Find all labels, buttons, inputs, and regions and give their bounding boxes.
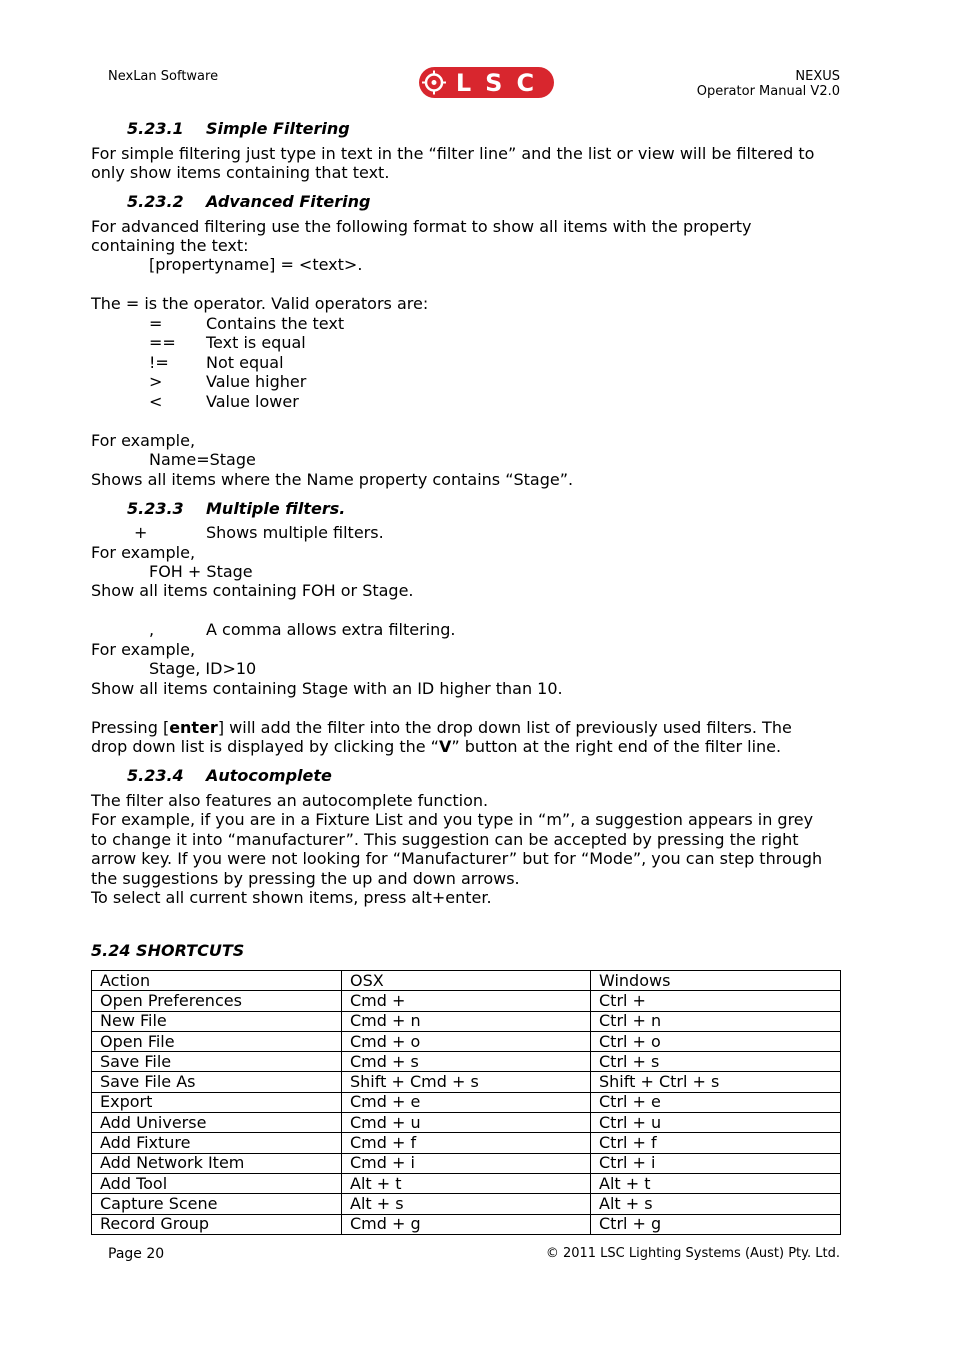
operator-desc: Text is equal <box>206 333 306 352</box>
table-cell: Alt + t <box>342 1173 591 1193</box>
table-row <box>92 1052 841 1072</box>
table-row <box>92 1194 841 1214</box>
dropdown-paragraph-line <box>91 737 781 756</box>
table-cell: Export <box>92 1092 342 1112</box>
table-row <box>92 1173 841 1193</box>
example-result: Shows all items where the Name property contains “Stage”. <box>91 470 574 489</box>
header-right-1: NEXUS <box>795 69 840 84</box>
table-cell: Shift + Ctrl + s <box>591 1072 841 1092</box>
heading-5-23-4-title: Autocomplete <box>206 766 332 785</box>
operator-desc: Contains the text <box>206 314 345 333</box>
table-cell: Ctrl + i <box>591 1153 841 1173</box>
heading-5-23-3-num: 5.23.3 <box>127 499 184 518</box>
table-cell: Shift + Cmd + s <box>342 1072 591 1092</box>
table-cell: Cmd + g <box>342 1214 591 1234</box>
operator-symbol: = <box>149 314 163 333</box>
table-cell: New File <box>92 1011 342 1031</box>
paragraph-line: For simple filtering just type in text in the “filter line” and the list or view will be filtered to <box>91 144 815 163</box>
table-row <box>92 1031 841 1051</box>
table-cell: Ctrl + g <box>591 1214 841 1234</box>
table-cell: Open File <box>92 1031 342 1051</box>
plus-symbol: + <box>134 523 148 542</box>
text-run: ” button at the right end of the filter line. <box>451 737 782 756</box>
table-cell: Save File As <box>92 1072 342 1092</box>
heading-5-23-1-title: Simple Filtering <box>206 119 350 138</box>
table-row <box>92 1011 841 1031</box>
enter-key-label: enter <box>169 718 218 737</box>
table-cell: Cmd + n <box>342 1011 591 1031</box>
table-row <box>92 1113 841 1133</box>
heading-5-23-1-num: 5.23.1 <box>127 119 184 138</box>
comma-symbol: , <box>149 620 155 639</box>
table-cell: Add Universe <box>92 1113 342 1133</box>
example-code: Stage, ID>10 <box>149 659 257 678</box>
paragraph-line: arrow key. If you were not looking for “Manufacturer” but for “Mode”, you can step through <box>91 849 823 868</box>
example-code: FOH + Stage <box>149 562 253 581</box>
operator-symbol: != <box>149 353 169 372</box>
operator-symbol: == <box>149 333 176 352</box>
operator-desc: Not equal <box>206 353 284 372</box>
example-label: For example, <box>91 431 196 450</box>
lsc-logo <box>418 66 555 99</box>
example-result: Show all items containing FOH or Stage. <box>91 581 414 600</box>
table-cell: Cmd + <box>342 991 591 1011</box>
paragraph-line: the suggestions by pressing the up and down arrows. <box>91 869 520 888</box>
heading-5-23-2-num: 5.23.2 <box>127 192 184 211</box>
paragraph-line: For example, if you are in a Fixture List and you type in “m”, a suggestion appears in grey <box>91 810 814 829</box>
enter-paragraph-line <box>91 718 792 737</box>
table-cell: Ctrl + s <box>591 1052 841 1072</box>
logo-text: LSC <box>455 69 549 97</box>
text-run: Pressing [ <box>91 718 170 737</box>
paragraph-line: only show items containing that text. <box>91 163 390 182</box>
table-cell: Cmd + u <box>342 1113 591 1133</box>
table-header-cell: Action <box>92 971 342 991</box>
comma-desc: A comma allows extra filtering. <box>206 620 456 639</box>
example-label: For example, <box>91 640 196 659</box>
example-code: Name=Stage <box>149 450 256 469</box>
table-cell: Cmd + f <box>342 1133 591 1153</box>
table-cell: Ctrl + n <box>591 1011 841 1031</box>
example-result: Show all items containing Stage with an ID higher than 10. <box>91 679 563 698</box>
text-run: ] will add the filter into the drop down list of previously used filters. The <box>217 718 792 737</box>
operator-symbol: < <box>149 392 163 411</box>
table-cell: Alt + t <box>591 1173 841 1193</box>
table-row <box>92 1153 841 1173</box>
table-cell: Capture Scene <box>92 1194 342 1214</box>
example-label: For example, <box>91 543 196 562</box>
table-cell: Ctrl + f <box>591 1133 841 1153</box>
operator-desc: Value lower <box>206 392 299 411</box>
v-button-label: V <box>438 737 452 756</box>
header-left: NexLan Software <box>108 69 219 84</box>
operators-intro: The = is the operator. Valid operators are: <box>91 294 429 313</box>
page-number: Page 20 <box>108 1246 165 1262</box>
table-cell: Open Preferences <box>92 991 342 1011</box>
header-right-2: Operator Manual V2.0 <box>696 84 840 99</box>
paragraph-line: The filter also features an autocomplete function. <box>91 791 489 810</box>
table-cell: Add Tool <box>92 1173 342 1193</box>
operator-desc: Value higher <box>206 372 307 391</box>
table-row <box>92 991 841 1011</box>
plus-desc: Shows multiple filters. <box>206 523 384 542</box>
shortcuts-table <box>91 970 841 1235</box>
table-cell: Ctrl + o <box>591 1031 841 1051</box>
table-cell: Cmd + o <box>342 1031 591 1051</box>
table-cell: Alt + s <box>591 1194 841 1214</box>
operator-symbol: > <box>149 372 163 391</box>
table-row <box>92 1133 841 1153</box>
table-header-row <box>92 971 841 991</box>
paragraph-line: to change it into “manufacturer”. This suggestion can be accepted by pressing the right <box>91 830 799 849</box>
table-cell: Cmd + e <box>342 1092 591 1112</box>
heading-5-23-2-title: Advanced Fitering <box>206 192 371 211</box>
table-header-cell: OSX <box>342 971 591 991</box>
paragraph-line: To select all current shown items, press alt+enter. <box>91 888 492 907</box>
table-row <box>92 1072 841 1092</box>
table-cell: Add Fixture <box>92 1133 342 1153</box>
format-example: [propertyname] = <text>. <box>149 255 363 274</box>
table-cell: Add Network Item <box>92 1153 342 1173</box>
table-cell: Ctrl + <box>591 991 841 1011</box>
heading-5-23-4-num: 5.23.4 <box>127 766 184 785</box>
table-header-cell: Windows <box>591 971 841 991</box>
table-cell: Save File <box>92 1052 342 1072</box>
copyright: © 2011 LSC Lighting Systems (Aust) Pty. Ltd. <box>545 1246 840 1261</box>
table-cell: Ctrl + e <box>591 1092 841 1112</box>
table-cell: Cmd + i <box>342 1153 591 1173</box>
table-cell: Cmd + s <box>342 1052 591 1072</box>
heading-5-23-3-title: Multiple filters. <box>206 499 346 518</box>
paragraph-line: For advanced filtering use the following format to show all items with the property <box>91 217 752 236</box>
paragraph-line: containing the text: <box>91 236 249 255</box>
table-cell: Alt + s <box>342 1194 591 1214</box>
table-cell: Ctrl + u <box>591 1113 841 1133</box>
table-row <box>92 1092 841 1112</box>
table-row <box>92 1214 841 1234</box>
text-run: drop down list is displayed by clicking the “ <box>91 737 439 756</box>
lsc-logo-graphic <box>418 66 555 99</box>
table-cell: Record Group <box>92 1214 342 1234</box>
heading-5-24: 5.24 SHORTCUTS <box>91 941 245 960</box>
